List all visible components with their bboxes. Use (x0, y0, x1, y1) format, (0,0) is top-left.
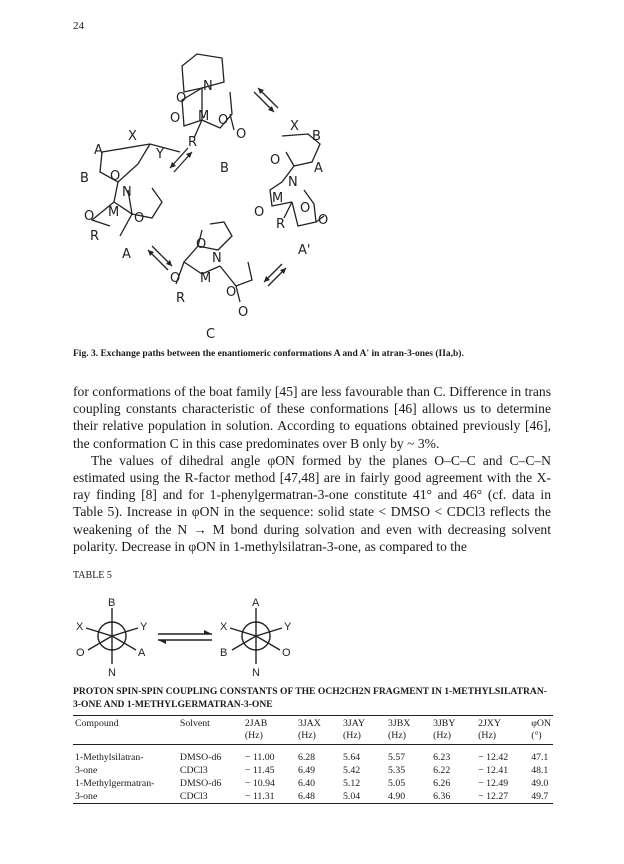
table-cell-compound: 1-Methylgermatran- (75, 778, 155, 789)
table-cell-solvent: DMSO-d6 (179, 778, 222, 789)
table-row (73, 764, 553, 777)
table-cell-compound: 1-Methylsilatran- (75, 752, 144, 763)
table-cell-phi: 48.1 (531, 765, 549, 776)
table-cell-jay: 5.64 (343, 752, 361, 763)
newman-label: A (252, 598, 260, 609)
newman-label: O (76, 647, 85, 659)
table-cell-jax: 6.28 (297, 752, 316, 763)
column-header: 2JXY (Hz) (478, 718, 501, 741)
column-header: 3JAY (Hz) (343, 718, 365, 741)
atom-label: O (236, 127, 247, 142)
newman-label: X (76, 621, 84, 633)
table-label: TABLE 5 (73, 570, 112, 581)
newman-label: Y (284, 621, 292, 633)
column-header: Solvent (179, 718, 210, 729)
column-header: φON (°) (531, 718, 551, 741)
table-cell-compound: 3-one (75, 791, 98, 802)
atom-label: A (314, 161, 323, 176)
exchange-scheme-svg (72, 40, 552, 345)
table-cell-jbx: 5.05 (388, 778, 406, 789)
table-cell-jbx: 4.90 (388, 791, 406, 802)
newman-label: Y (140, 621, 148, 633)
atom-label: O (176, 91, 187, 106)
table-cell-jab: − 11.45 (244, 765, 275, 776)
table-cell-jxy: − 12.27 (478, 791, 509, 802)
table-cell-jby: 6.22 (433, 765, 451, 776)
table-cell-solvent: DMSO-d6 (179, 752, 222, 763)
atom-label: B (312, 129, 321, 144)
table-cell-jby: 6.36 (433, 791, 451, 802)
newman-label: X (220, 621, 228, 633)
atom-label: N (122, 185, 132, 200)
atom-label: O (110, 169, 121, 184)
atom-label: X (290, 119, 299, 134)
atom-label: M (108, 205, 120, 220)
table-header-row (73, 716, 553, 745)
atom-label: O (196, 237, 207, 252)
table-cell-jbx: 5.35 (388, 765, 406, 776)
exchange-scheme-figure (72, 40, 552, 345)
atom-label: B (80, 171, 89, 186)
table-cell-jax: 6.49 (297, 765, 316, 776)
table-cell-jxy: − 12.41 (478, 765, 509, 776)
atom-label: O (170, 111, 181, 126)
atom-label: O (134, 211, 145, 226)
conformer-label-A: A (122, 247, 131, 262)
atom-label: O (270, 153, 281, 168)
atom-label: N (203, 79, 213, 94)
atom-label: R (276, 217, 286, 232)
column-header: 3JBX (Hz) (388, 718, 411, 741)
atom-label: N (288, 175, 298, 190)
table-cell-solvent: CDCl3 (179, 765, 208, 776)
newman-label: N (108, 667, 116, 679)
figure-caption (73, 349, 553, 359)
table-cell-jby: 6.26 (433, 778, 451, 789)
table-cell-jax: 6.48 (297, 791, 316, 802)
atom-label: R (176, 291, 186, 306)
atom-label: N (212, 251, 222, 266)
newman-label: B (108, 598, 116, 609)
atom-label: X (128, 129, 137, 144)
coupling-constants-table (73, 715, 553, 804)
table-cell-jxy: − 12.49 (478, 778, 509, 789)
conformer-label-A-prime: A' (298, 243, 311, 258)
figure-caption-label: Fig. 3. (73, 349, 99, 359)
table-cell-phi: 47.1 (531, 752, 549, 763)
paragraph: for conformations of the boat family [45] are less favourable than C. Difference in trans coupling constants characteristic of these conformations [46] allows us to determine their relative population in solution. According to equations obtained previously [46], the conformation C in this case predominates over B only by ~ 3%. (73, 384, 551, 451)
table-cell-jab: − 10.94 (244, 778, 275, 789)
atom-label: O (218, 113, 229, 128)
table-cell-compound: 3-one (75, 765, 98, 776)
table-cell-jay: 5.04 (343, 791, 361, 802)
table-cell-jbx: 5.57 (388, 752, 406, 763)
table-cell-solvent: CDCl3 (179, 791, 208, 802)
table-cell-jab: − 11.00 (244, 752, 275, 763)
atom-label: R (188, 135, 198, 150)
table-row (73, 777, 553, 790)
table-cell-jby: 6.23 (433, 752, 451, 763)
newman-label: B (220, 647, 228, 659)
table-cell-jay: 5.12 (343, 778, 361, 789)
atom-label: O (170, 271, 181, 286)
column-header: Compound (75, 718, 119, 729)
atom-label: R (90, 229, 100, 244)
atom-label: O (238, 305, 249, 320)
table-cell-phi: 49.0 (531, 778, 549, 789)
newman-label: A (138, 647, 146, 659)
column-header: 3JBY (Hz) (433, 718, 456, 741)
atom-label: M (200, 271, 212, 286)
atom-label: M (272, 191, 284, 206)
atom-label: Y (156, 147, 164, 162)
table-title: PROTON SPIN-SPIN COUPLING CONSTANTS OF THE OCH2CH2N FRAGMENT IN 1-METHYLSILATRAN-3-ONE AND 1-METHYLGERMATRAN-3-ONE (73, 686, 547, 710)
table-cell-jay: 5.42 (343, 765, 361, 776)
atom-label: O (84, 209, 95, 224)
atom-label: O (300, 201, 311, 216)
table-row (73, 745, 553, 765)
table-cell-jab: − 11.31 (244, 791, 275, 802)
conformer-label-B: B (220, 161, 229, 176)
atom-label: A (94, 143, 103, 158)
conformer-label-C: C (206, 327, 216, 342)
column-header: 2JAB (Hz) (244, 718, 268, 741)
atom-label: O (226, 285, 237, 300)
newman-label: O (282, 647, 291, 659)
atom-label: O (318, 213, 329, 228)
column-header: 3JAX (Hz) (297, 718, 321, 741)
table-cell-jxy: − 12.42 (478, 752, 509, 763)
paragraph: The values of dihedral angle φON formed by the planes O–C–C and C–C–N estimated using the R-factor method [47,48] are in fairly good agreement with the X-ray finding [8] and for 1-phenylgermatran-3-one constitute 41° and 46° (cf. data in Table 5). Increase in φON in the sequence: solid state < DMSO < CDCl3 reflects the weakening of the N → M bond during solvation and even with decreasing solvent polarity. Decrease in φON in 1-methylsilatran-3-one, as compared to the (73, 452, 551, 554)
newman-projections (72, 598, 332, 680)
atom-label: M (198, 109, 210, 124)
table-cell-phi: 49.7 (531, 791, 549, 802)
body-text (73, 383, 551, 555)
newman-svg (72, 598, 332, 680)
figure-caption-text: Exchange paths between the enantiomeric conformations A and A' in atran-3-ones (IIa,b). (100, 349, 464, 359)
atom-label: O (254, 205, 265, 220)
page-number: 24 (73, 20, 84, 32)
table-row (73, 790, 553, 804)
newman-label: N (252, 667, 260, 679)
table-cell-jax: 6.40 (297, 778, 316, 789)
